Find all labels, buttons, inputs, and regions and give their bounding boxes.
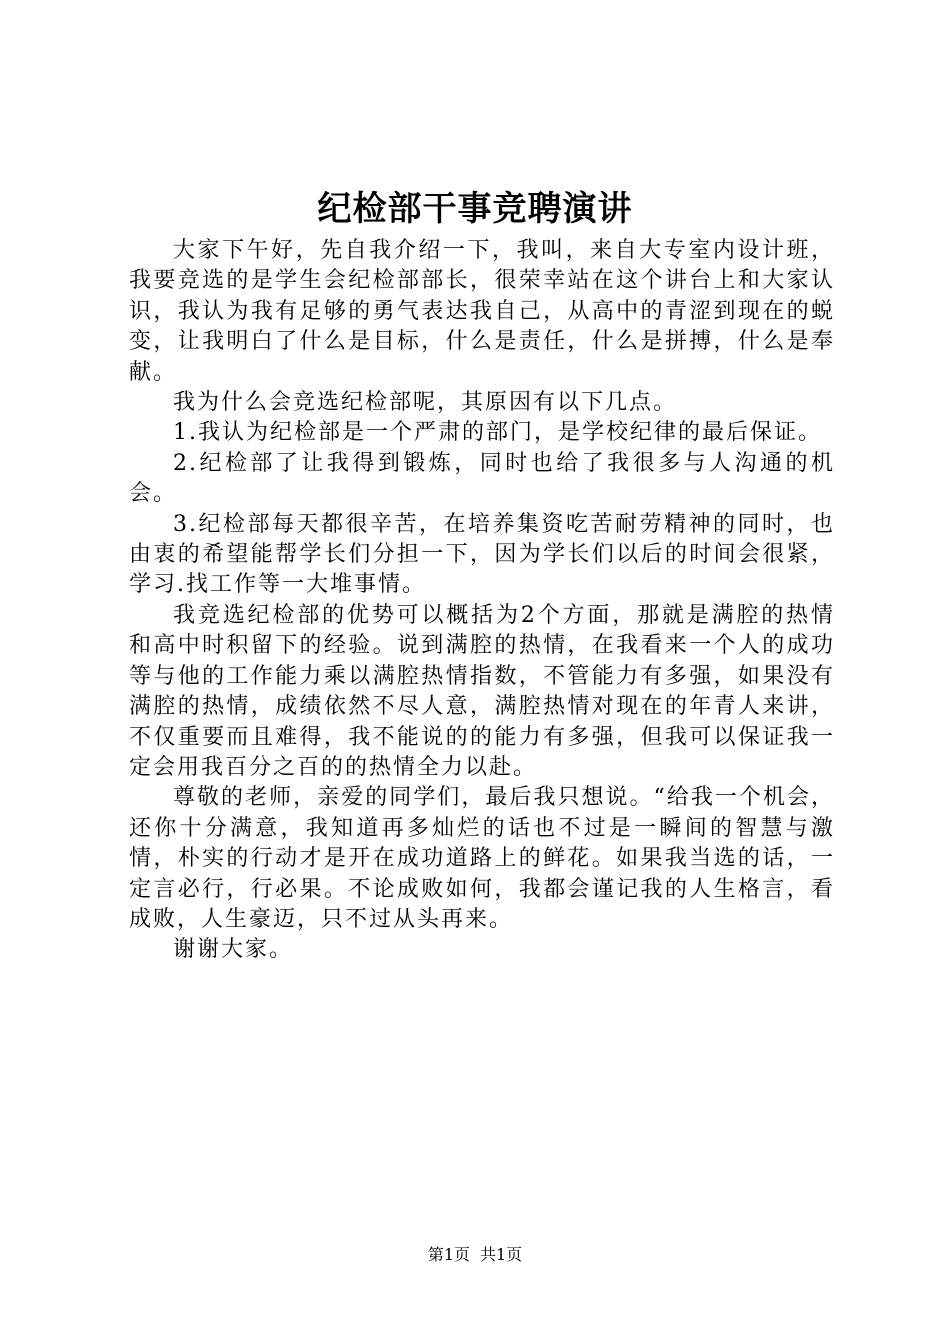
- paragraph-intro: 大家下午好，先自我介绍一下，我叫，来自大专室内设计班，我要竞选的是学生会纪检部部长，很荣幸站在这个讲台上和大家认识，我认为我有足够的勇气表达我自己，从高中的青涩到现在的蜕变，让我明白了什么是目标，什么是责任，什么是拼搏，什么是奉献。: [129, 238, 835, 385]
- paragraph-reason-1: 1.我认为纪检部是一个严肃的部门，是学校纪律的最后保证。: [173, 420, 822, 446]
- paragraph-reasons-intro: 我为什么会竞选纪检部呢，其原因有以下几点。: [173, 390, 678, 416]
- paragraph-closing: 尊敬的老师，亲爱的同学们，最后我只想说。“给我一个机会，还你十分满意，我知道再多灿烂的话也不过是一瞬间的智慧与激情，朴实的行动才是开在成功道路上的鲜花。如果我当选的话，一定言必行，行必果。不论成败如何，我都会谨记我的人生格言，看成败，人生豪迈，只不过从头再来。: [129, 785, 835, 932]
- document-title: 纪检部干事竞聘演讲: [317, 189, 633, 229]
- paragraph-reason-3: 3.纪检部每天都很辛苦，在培养集资吃苦耐劳精神的同时，也由衷的希望能帮学长们分担一下，因为学长们以后的时间会很紧，学习.找工作等一大堆事情。: [129, 511, 835, 598]
- document-body: [129, 236, 835, 966]
- page-footer: [0, 1243, 950, 1267]
- page-total: 共1页: [480, 1245, 523, 1264]
- paragraph-advantages: 我竞选纪检部的优势可以概括为2个方面，那就是满腔的热情和高中时积留下的经验。说到满腔的热情，在我看来一个人的成功等与他的工作能力乘以满腔热情指数，不管能力有多强，如果没有满腔的热情，成绩依然不尽人意，满腔热情对现在的年青人来讲，不仅重要而且难得，我不能说的的能力有多强，但我可以保证我一定会用我百分之百的的热情全力以赴。: [129, 602, 835, 780]
- page-number: 第1页: [427, 1245, 470, 1264]
- paragraph-reason-2: 2.纪检部了让我得到锻炼，同时也给了我很多与人沟通的机会。: [129, 450, 835, 507]
- paragraph-thanks: 谢谢大家。: [173, 937, 294, 963]
